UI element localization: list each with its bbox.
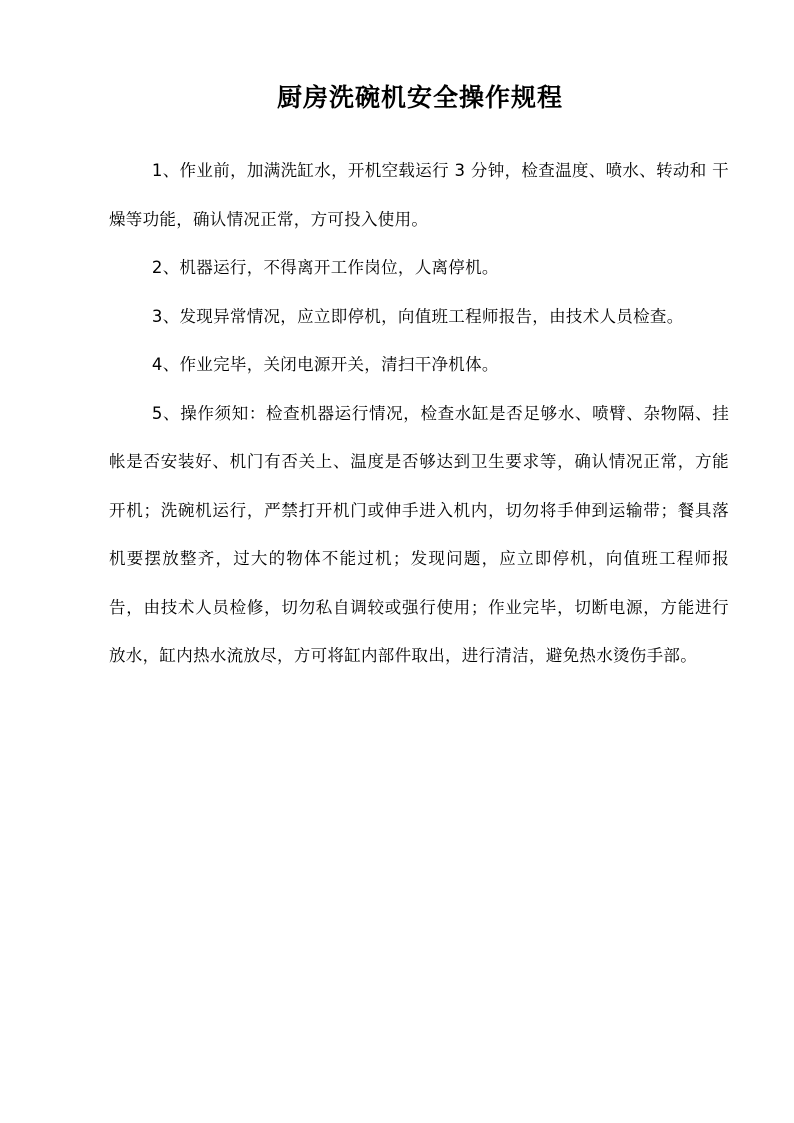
- paragraph-3: 3、发现异常情况，应立即停机，向值班工程师报告，由技术人员检查。: [151, 306, 684, 326]
- document-body: [109, 147, 729, 681]
- paragraph-4: 4、作业完毕，关闭电源开关，清扫干净机体。: [151, 355, 499, 374]
- paragraph-2: 2、机器运行，不得离开工作岗位，人离停机。: [151, 258, 499, 277]
- paragraph-5: 5、操作须知：检查机器运行情况，检查水缸是否足够水、喷臂、杂物隔、挂帐是否安装好、机门有否关上、温度是否够达到卫生要求等，确认情况正常，方能开机；洗碗机运行，严禁打开机门或伸手进入机内，切勿将手伸到运输带；餐具落机要摆放整齐，过大的物体不能过机；发现问题，应立即停机，向值班工程师报告，由技术人员检修，切勿私自调较或强行使用；作业完毕，切断电源，方能进行放水，缸内热水流放尽，方可将缸内部件取出，进行清洁，避免热水烫伤手部。: [109, 403, 729, 665]
- document-title: 厨房洗碗机安全操作规程: [276, 83, 563, 112]
- paragraph-1: 1、作业前，加满洗缸水，开机空载运行 3 分钟，检查温度、喷水、转动和 干燥等功能，确认情况正常，方可投入使用。: [109, 161, 729, 229]
